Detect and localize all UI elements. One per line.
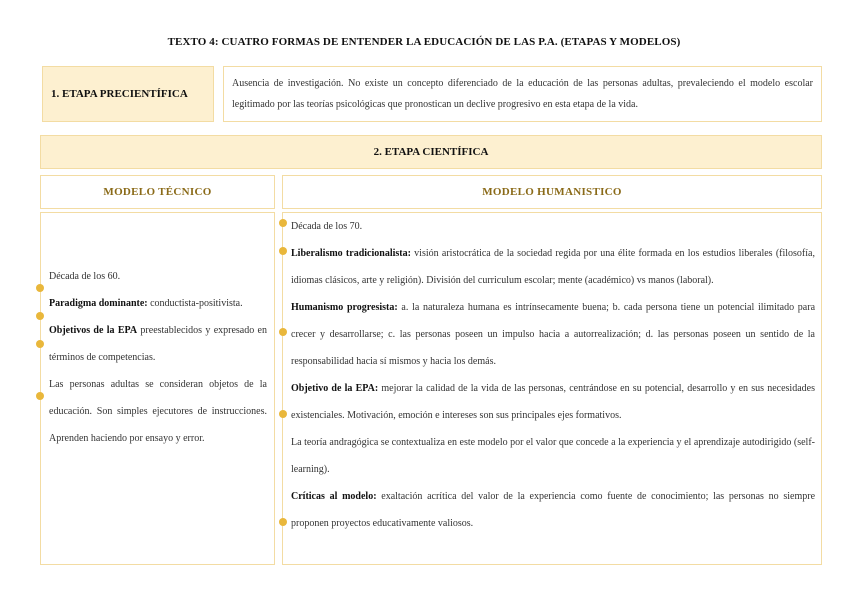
hum-critique-text: exaltación acrítica del valor de la experiencia como fuente de conocimiento; las personas no siempre proponen proyectos educativamente valiosos. (291, 491, 816, 529)
bullet-dot-icon (279, 247, 287, 255)
hum-objective-label: Objetivo de la EPA: (291, 383, 379, 394)
hum-decade: Década de los 70. (291, 221, 363, 232)
technical-model-text (49, 263, 267, 452)
bullet-dot-icon (36, 392, 44, 400)
stage2-banner: 2. ETAPA CIENTÍFICA (40, 135, 822, 169)
tech-objectives-label: Objetivos de la EPA (49, 325, 138, 336)
technical-model-panel (40, 212, 275, 565)
hum-objective-text: mejorar la calidad de la vida de las personas, centrándose en su potencial, desarrollo y en sus necesidades existenciales. Motivación, emoción e intereses son sus principales ejes formativos. (291, 383, 815, 421)
hum-critique-label: Críticas al modelo: (291, 491, 377, 502)
tech-objectives (49, 317, 267, 371)
hum-humanism-text: a. la naturaleza humana es intrínsecamente buena; b. cada persona tiene un potencial ilimitado para crecer y desarrollarse; c. las personas poseen un impulso hacia a autorrealización; d. las personas poseen un sentido de la responsabilidad hacia sí mismos y hacia los demás. (291, 302, 816, 367)
technical-model-heading: MODELO TÉCNICO (40, 175, 275, 209)
hum-humanism-label: Humanismo progresista: (291, 302, 398, 313)
hum-critique (291, 483, 815, 537)
stage1-description: Ausencia de investigación. No existe un concepto diferenciado de la educación de las personas adultas, prevaleciendo el modelo escolar legitimado por las teorías psicológicas que pronostican un declive progresivo en esta etapa de la vida. (223, 66, 822, 122)
humanistic-model-panel (282, 212, 822, 565)
hum-andragogy: La teoría andragógica se contextualiza en este modelo por el valor que concede a la experiencia y el aprendizaje autodirigido (self-learning). (291, 437, 815, 475)
bullet-dot-icon (279, 518, 287, 526)
hum-liberalism-text: visión aristocrática de la sociedad regida por una élite formada en los estudios liberales (filosofía, idiomas clásicos, arte y religión). División del curriculum escolar; mente (académico) vs manos (laboral). (291, 248, 815, 286)
bullet-dot-icon (36, 284, 44, 292)
hum-liberalism (291, 240, 815, 294)
tech-decade: Década de los 60. (49, 271, 121, 282)
tech-adults: Las personas adultas se consideran objetos de la educación. Son simples ejecutores de instrucciones. Aprenden haciendo por ensayo y error. (49, 379, 267, 444)
hum-objective (291, 375, 815, 429)
hum-humanism (291, 294, 815, 375)
humanistic-model-heading: MODELO HUMANISTICO (282, 175, 822, 209)
page-title: TEXTO 4: CUATRO FORMAS DE ENTENDER LA EDUCACIÓN DE LAS P.A. (ETAPAS Y MODELOS) (167, 36, 681, 48)
tech-paradigm-label: Paradigma dominante: (49, 298, 148, 309)
bullet-dot-icon (36, 312, 44, 320)
tech-objectives-text: preestablecidos y expresado en términos de competencias. (49, 325, 267, 363)
hum-liberalism-label: Liberalismo tradicionalista: (291, 248, 411, 259)
bullet-dot-icon (279, 219, 287, 227)
bullet-dot-icon (279, 328, 287, 336)
humanistic-model-text (291, 213, 815, 537)
bullet-dot-icon (36, 340, 44, 348)
tech-paradigm (49, 290, 267, 317)
tech-paradigm-text: conductista-positivista. (147, 298, 243, 309)
stage1-label: 1. ETAPA PRECIENTÍFICA (42, 66, 214, 122)
bullet-dot-icon (279, 410, 287, 418)
